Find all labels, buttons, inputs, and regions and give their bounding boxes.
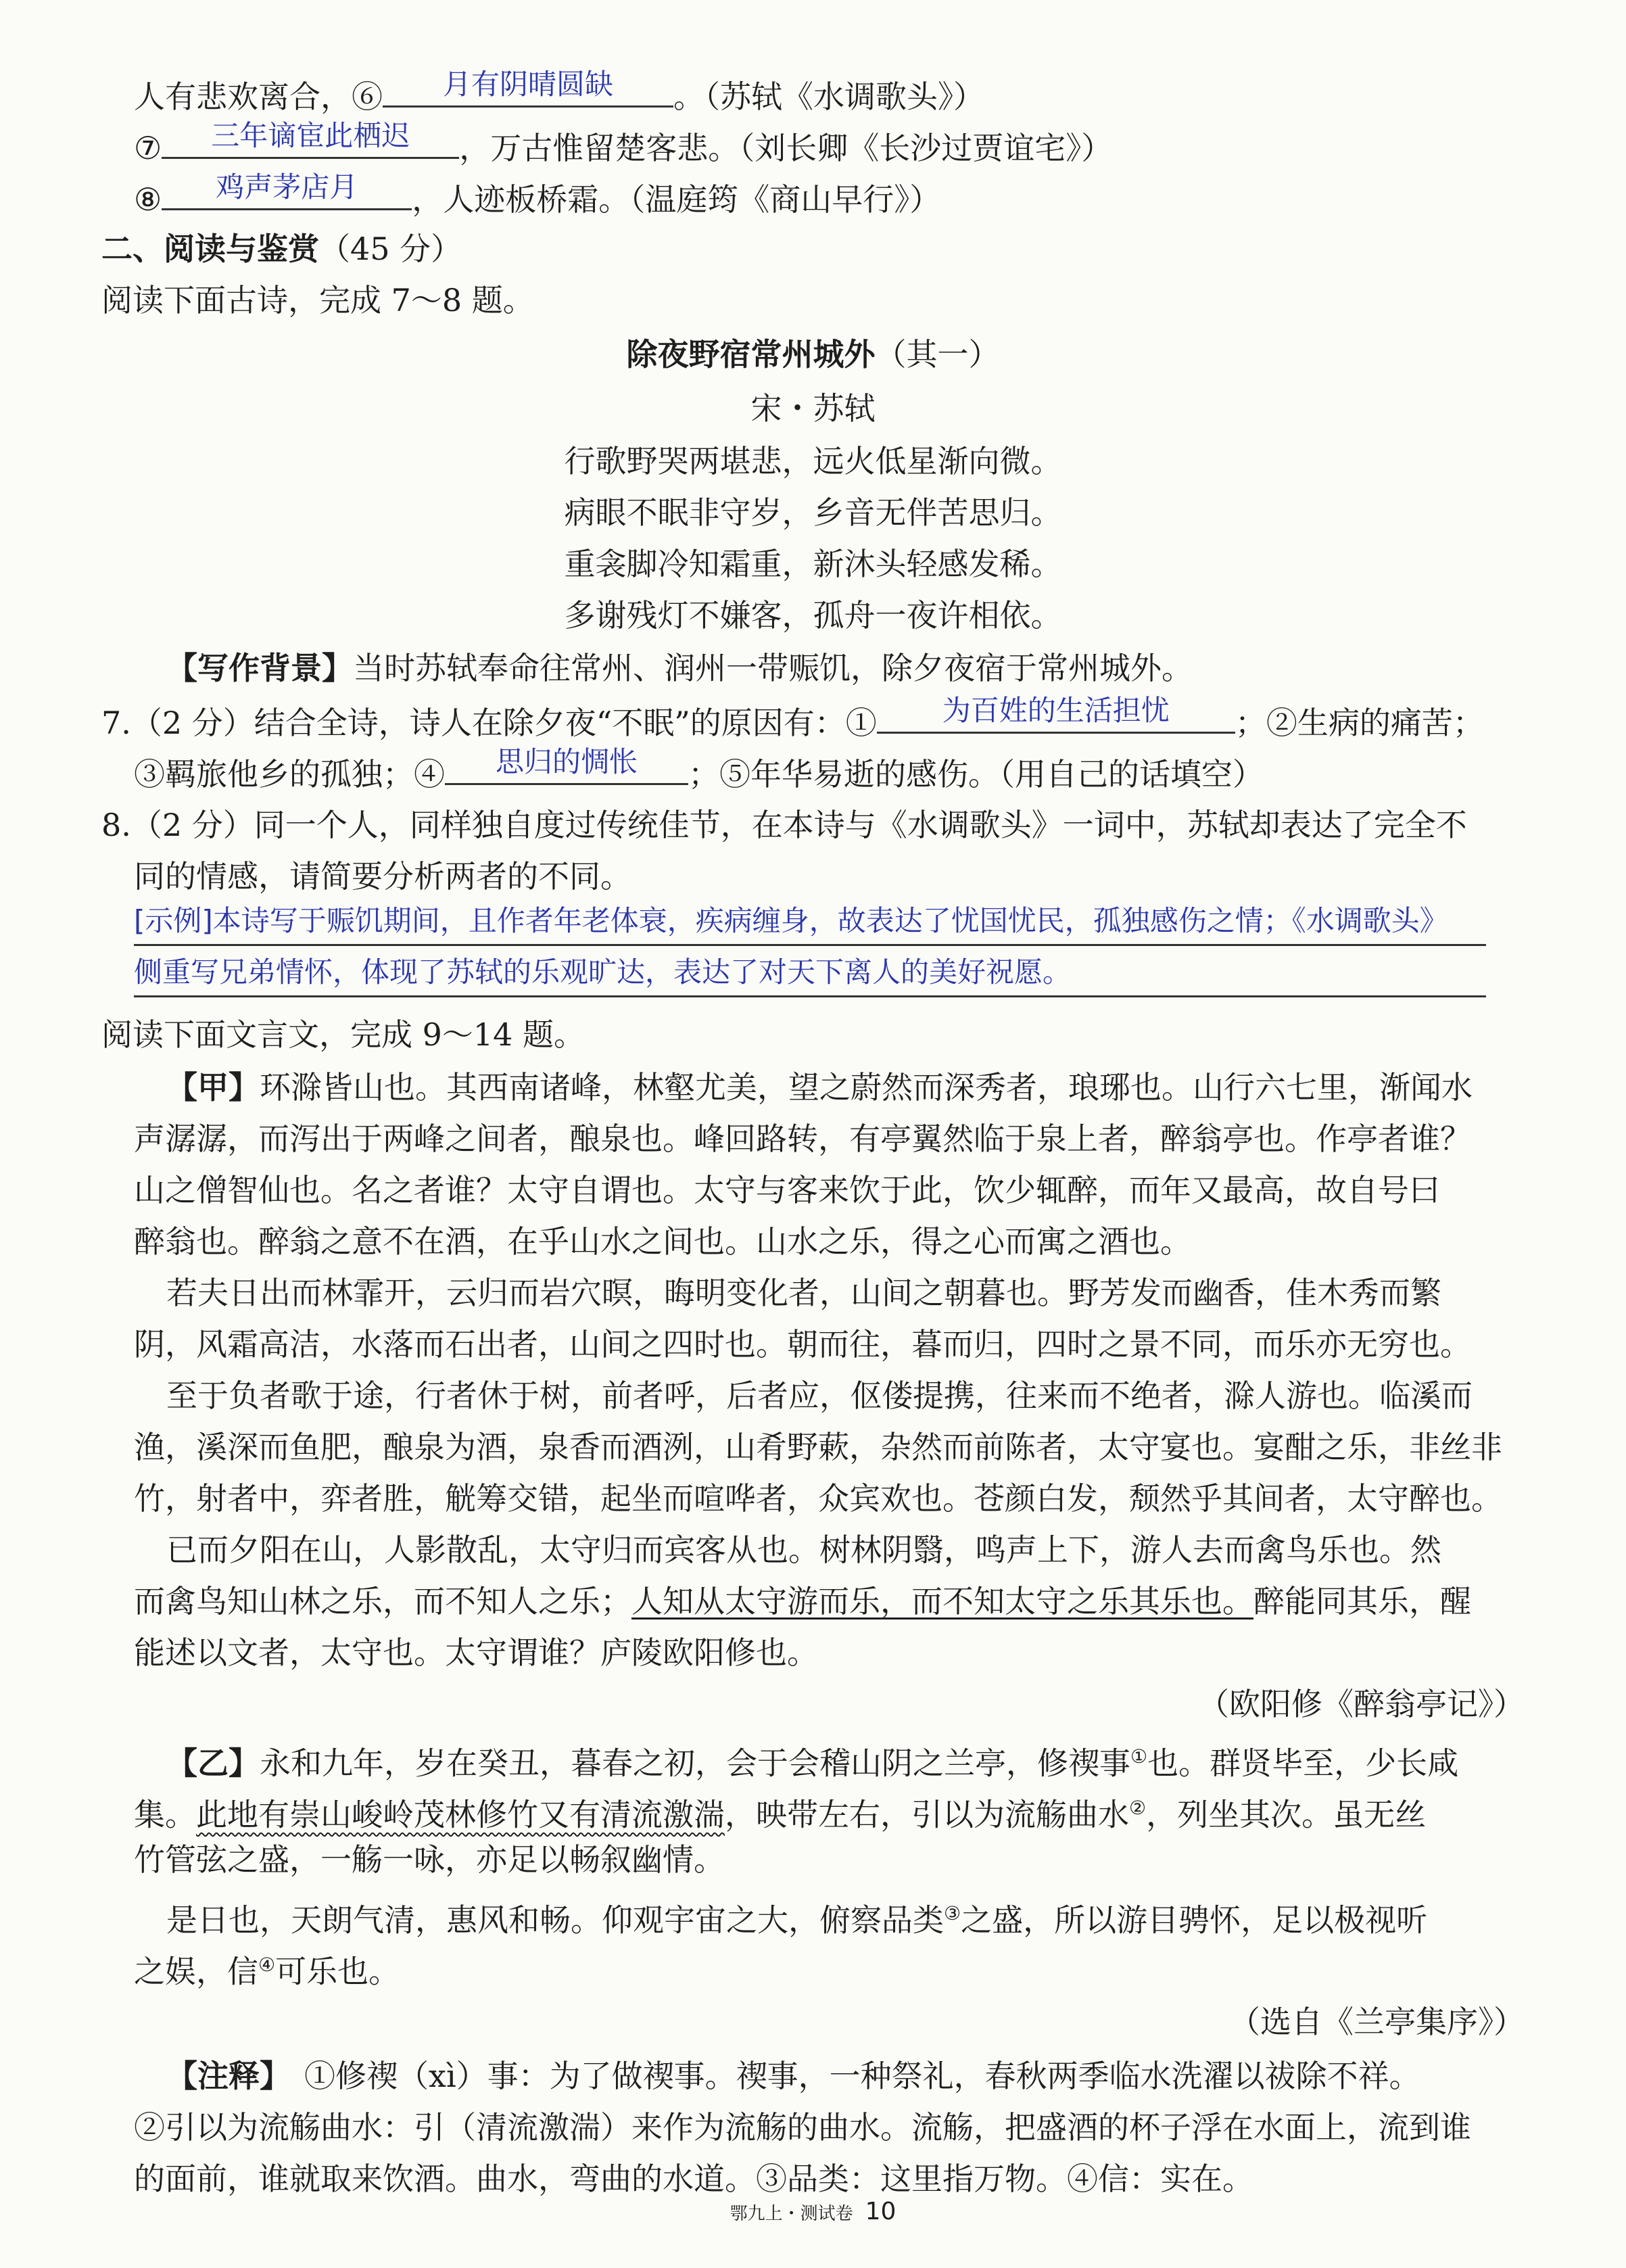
jia-para-line: 至于负者歌于途，行者休于树，前者呼，后者应，伛偻提携，往来而不绝者，滁人游也。临溪而 bbox=[166, 1377, 1473, 1414]
fill-line-8: ⑧ 鸡声茅店月 ，人迹板桥霜。（温庭筠《商山早行》） bbox=[134, 170, 941, 218]
page-number: 10 bbox=[865, 2198, 896, 2225]
notes-line: ②引以为流觞曲水：引（清流激湍）来作为流觞的曲水。流觞，把盛酒的杯子浮在水面上，流到谁 bbox=[134, 2109, 1471, 2146]
poem-background: 【写作背景】当时苏轼奉命往常州、润州一带赈饥，除夕夜宿于常州城外。 bbox=[166, 650, 1193, 686]
q7-answer-2: 思归的惆怅 bbox=[495, 745, 638, 778]
fill-6-suffix: 。（苏轼《水调歌头》） bbox=[673, 78, 984, 115]
poem-line: 行歌野哭两堪悲，远火低星渐向微。 bbox=[564, 443, 1062, 479]
q8-answer-line2[interactable]: 侧重写兄弟情怀，体现了苏轼的乐观旷达，表达了对天下离人的美好祝愿。 bbox=[134, 953, 1486, 997]
answer-blank-7[interactable] bbox=[162, 119, 459, 159]
q8-answer-line1[interactable]: [示例]本诗写于赈饥期间，且作者年老体衰，疾病缠身，故表达了忧国忧民，孤独感伤之情；《水调歌头》 bbox=[134, 902, 1486, 946]
answer-7: 三年谪宦此栖迟 bbox=[211, 119, 410, 152]
answer-blank-6[interactable] bbox=[383, 68, 673, 108]
question-8-line1: 8.（2 分）同一个人，同样独自度过传统佳节，在本诗与《水调歌头》一词中，苏轼却表达了完全不 bbox=[101, 807, 1467, 843]
wenyan-intro: 阅读下面文言文，完成 9～14 题。 bbox=[101, 1016, 585, 1053]
question-7-line2: ③羁旅他乡的孤独；④ 思归的惆怅 ；⑤年华易逝的感伤。（用自己的话填空） bbox=[134, 745, 1264, 793]
section-heading: 二、阅读与鉴赏（45 分） bbox=[101, 231, 462, 267]
yi-para-line: 集。此地有崇山峻岭茂林修竹又有清流激湍，映带左右，引以为流觞曲水②，列坐其次。虽无丝 bbox=[134, 1796, 1427, 1833]
fill-line-7: ⑦ 三年谪宦此栖迟 ，万古惟留楚客悲。（刘长卿《长沙过贾谊宅》） bbox=[134, 119, 1113, 166]
answer-6: 月有阴晴圆缺 bbox=[442, 68, 613, 101]
page-footer: 鄂九上・测试卷 10 bbox=[730, 2198, 896, 2225]
poem-author: 宋・苏轼 bbox=[750, 390, 876, 427]
jia-para-line: 声潺潺，而泻出于两峰之间者，酿泉也。峰回路转，有亭翼然临于泉上者，醉翁亭也。作亭者谁？ bbox=[134, 1120, 1471, 1157]
underlined-sentence: 人知从太守游而乐，而不知太守之乐其乐也。 bbox=[631, 1583, 1253, 1620]
jia-para-line: 【甲】环滁皆山也。其西南诸峰，林壑尤美，望之蔚然而深秀者，琅琊也。山行六七里，渐闻水 bbox=[166, 1069, 1473, 1106]
jia-para-line: 竹，射者中，弈者胜，觥筹交错，起坐而喧哗者，众宾欢也。苍颜白发，颓然乎其间者，太守醉也。 bbox=[134, 1480, 1502, 1517]
fill-line-6 bbox=[134, 68, 984, 117]
yi-para-line: 【乙】永和九年，岁在癸丑，暮春之初，会于会稽山阴之兰亭，修禊事①也。群贤毕至，少长咸 bbox=[166, 1745, 1459, 1782]
poem-title: 除夜野宿常州城外（其一） bbox=[626, 336, 1000, 373]
jia-para-line: 渔，溪深而鱼肥，酿泉为酒，泉香而酒洌，山肴野蔌，杂然而前陈者，太守宴也。宴酣之乐，非丝非 bbox=[134, 1429, 1502, 1465]
jia-para-line: 已而夕阳在山，人影散乱，太守归而宾客从也。树林阴翳，鸣声上下，游人去而禽鸟乐也。然 bbox=[166, 1532, 1441, 1568]
jia-source: （欧阳修《醉翁亭记》） bbox=[1198, 1686, 1525, 1722]
poem-intro: 阅读下面古诗，完成 7～8 题。 bbox=[101, 282, 534, 318]
jia-para-line: 若夫日出而林霏开，云归而岩穴暝，晦明变化者，山间之朝暮也。野芳发而幽香，佳木秀而繁 bbox=[166, 1275, 1441, 1311]
notes-line: 的面前，谁就取来饮酒。曲水，弯曲的水道。③品类：这里指万物。④信：实在。 bbox=[134, 2160, 1253, 2197]
question-8-line2: 同的情感，请简要分析两者的不同。 bbox=[134, 858, 631, 895]
yi-para-line: 是日也，天朗气清，惠风和畅。仰观宇宙之大，俯察品类③之盛，所以游目骋怀，足以极视听 bbox=[166, 1901, 1428, 1939]
answer-blank-q7-2[interactable] bbox=[445, 745, 688, 785]
answer-blank-8[interactable] bbox=[162, 170, 412, 210]
jia-para-line: 醉翁也。醉翁之意不在酒，在乎山水之间也。山水之乐，得之心而寓之酒也。 bbox=[134, 1223, 1191, 1260]
poem-line: 重衾脚冷知霜重，新沐头轻感发稀。 bbox=[564, 546, 1062, 582]
notes-line: 【注释】 ①修禊（xì）事：为了做禊事。禊事，一种祭礼，春秋两季临水洗濯以祓除不祥。 bbox=[166, 2058, 1420, 2094]
wavy-underlined-sentence: 此地有崇山峻岭茂林修竹又有清流激湍 bbox=[196, 1796, 725, 1833]
answer-blank-q7-1[interactable] bbox=[877, 694, 1235, 734]
jia-para-line: 能述以文者，太守也。太守谓谁？庐陵欧阳修也。 bbox=[134, 1634, 818, 1671]
jia-para-line: 山之僧智仙也。名之者谁？太守自谓也。太守与客来饮于此，饮少辄醉，而年又最高，故自号曰 bbox=[134, 1172, 1440, 1208]
yi-para-line: 竹管弦之盛，一觞一咏，亦足以畅叙幽情。 bbox=[134, 1841, 725, 1878]
fill-6-prefix: 人有悲欢离合，⑥ bbox=[134, 78, 383, 115]
jia-para-line: 阴，风霜高洁，水落而石出者，山间之四时也。朝而往，暮而归，四时之景不同，而乐亦无穷也。 bbox=[134, 1326, 1471, 1363]
question-7-line1: 7.（2 分）结合全诗，诗人在除夕夜“不眠”的原因有：① 为百姓的生活担忧 ；②生病的痛苦； bbox=[101, 694, 1484, 741]
answer-8: 鸡声茅店月 bbox=[216, 170, 358, 204]
yi-para-line: 之娱，信④可乐也。 bbox=[134, 1953, 400, 1990]
poem-line: 病眼不眠非守岁，乡音无伴苦思归。 bbox=[564, 494, 1062, 531]
yi-source: （选自《兰亭集序》） bbox=[1229, 2004, 1525, 2040]
poem-line: 多谢残灯不嫌客，孤舟一夜许相依。 bbox=[564, 597, 1062, 634]
jia-para-line-underlined: 而禽鸟知山林之乐，而不知人之乐；人知从太守游而乐，而不知太守之乐其乐也。醉能同其乐，醒 bbox=[134, 1583, 1471, 1620]
q7-answer-1: 为百姓的生活担忧 bbox=[942, 694, 1170, 727]
